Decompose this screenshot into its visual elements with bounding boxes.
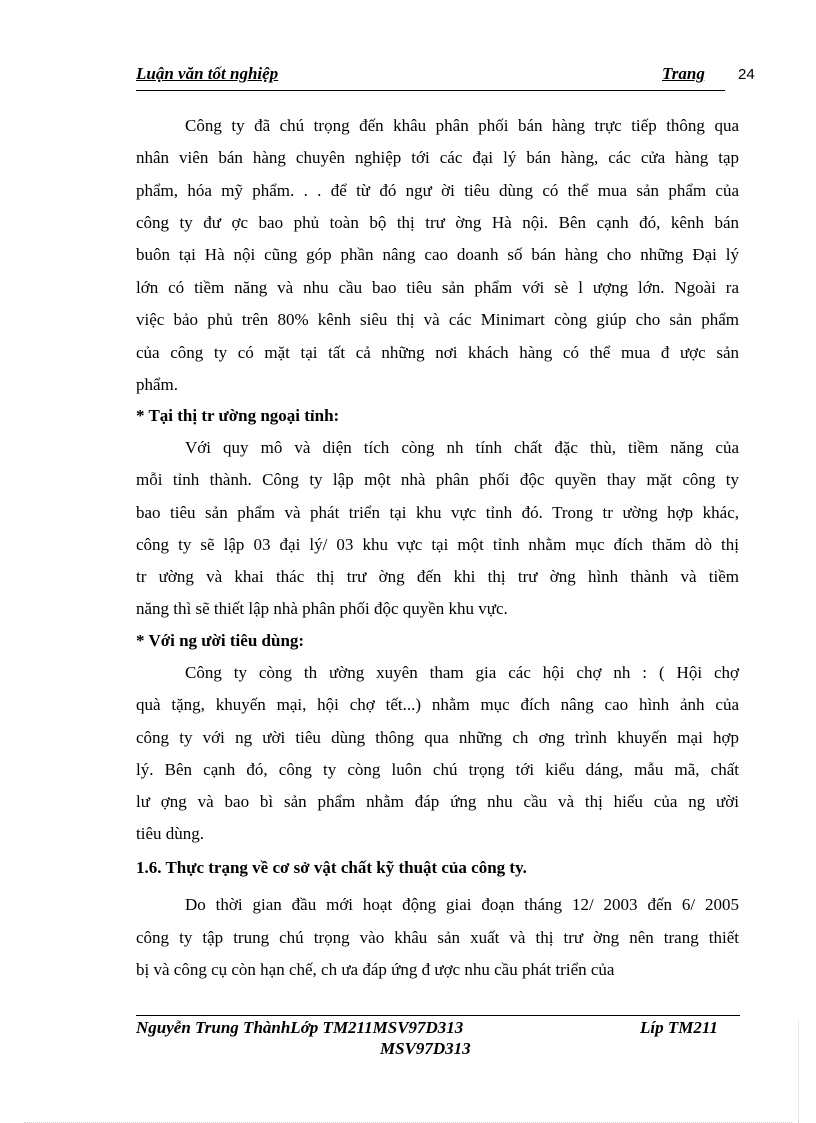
body-line: tiêu dùng. [136, 824, 204, 843]
body-line: phẩm. [136, 375, 179, 394]
footer-class: Líp TM211 [640, 1018, 718, 1037]
body-line: bị và công cụ còn hạn chế, ch ưa đáp ứng đ ược nhu cầu phát triển của [136, 960, 615, 979]
body-line: công ty sẽ lập 03 đại lý/ 03 khu vực tại một tỉnh nhằm mục đích thăm dò thị [136, 535, 739, 554]
header-rule [136, 90, 725, 91]
body-line: tr ường và khai thác thị trư ờng đến khi thị trư ờng hình thành và tiềm [136, 567, 739, 586]
body-line: công ty tập trung chú trọng vào khâu sản xuất và thị trư ờng nên trang thiết [136, 928, 739, 947]
body-line: lý. Bên cạnh đó, công ty còng luôn chú trọng tới kiểu dáng, mẫu mã, chất [136, 760, 739, 779]
body-line: của công ty có mặt tại tất cả những nơi khách hàng có thể mua đ ược sản [136, 343, 739, 362]
body-line: việc bảo phủ trên 80% kênh siêu thị và các Minimart còng giúp cho sản phẩm [136, 310, 739, 329]
body-line: nhân viên bán hàng chuyên nghiệp tới các đại lý bán hàng, các cửa hàng tạp [136, 148, 739, 167]
header-title: Luận văn tốt nghiệp [136, 64, 279, 83]
page-edge-right [798, 1020, 799, 1123]
body-line: năng thì sẽ thiết lập nhà phân phối độc quyền khu vực. [136, 599, 508, 618]
page-number: 24 [738, 66, 755, 83]
body-line: lớn có tiềm năng và nhu cầu bao tiêu sản phẩm với sè l ượng lớn. Ngoài ra [136, 278, 739, 297]
body-line: buôn tại Hà nội cũng góp phần nâng cao doanh số bán hàng cho những Đại lý [136, 245, 739, 264]
body-line: bao tiêu sản phẩm và phát triển tại khu vực tỉnh đó. Trong tr ường hợp khác, [136, 503, 739, 522]
section-heading: 1.6. Thực trạng về cơ sở vật chất kỹ thuật của công ty. [136, 858, 527, 877]
body-line: phẩm, hóa mỹ phẩm. . . để từ đó ngư ời tiêu dùng có thể mua sản phẩm của [136, 181, 739, 200]
header-page-label: Trang [662, 64, 705, 83]
body-line: quà tặng, khuyến mại, hội chợ tết...) nhằm mục đích nâng cao hình ảnh của [136, 695, 739, 714]
body-line: công ty đư ợc bao phủ toàn bộ thị trư ờng Hà nội. Bên cạnh đó, kênh bán [136, 213, 739, 232]
body-line: Công ty còng th ường xuyên tham gia các hội chợ nh : ( Hội chợ [185, 663, 739, 682]
body-line: lư ợng và bao bì sản phẩm nhằm đáp ứng nhu cầu và thị hiếu của ng ười [136, 792, 739, 811]
section-heading: * Tại thị tr ường ngoại tỉnh: [136, 406, 340, 425]
footer-rule [136, 1015, 740, 1016]
footer-author: Nguyễn Trung ThànhLớp TM211MSV97D313 [136, 1018, 464, 1037]
body-line: mỗi tỉnh thành. Công ty lập một nhà phân phối độc quyền thay mặt công ty [136, 470, 739, 489]
body-line: Do thời gian đầu mới hoạt động giai đoạn tháng 12/ 2003 đến 6/ 2005 [185, 895, 739, 914]
footer-code: MSV97D313 [380, 1039, 471, 1058]
body-line: Với quy mô và diện tích còng nh tính chất đặc thù, tiềm năng của [185, 438, 739, 457]
section-heading: * Với ng ười tiêu dùng: [136, 631, 305, 650]
body-line: công ty với ng ười tiêu dùng thông qua những ch ơng trình khuyến mại hợp [136, 728, 739, 747]
body-line: Công ty đã chú trọng đến khâu phân phối bán hàng trực tiếp thông qua [185, 116, 739, 135]
